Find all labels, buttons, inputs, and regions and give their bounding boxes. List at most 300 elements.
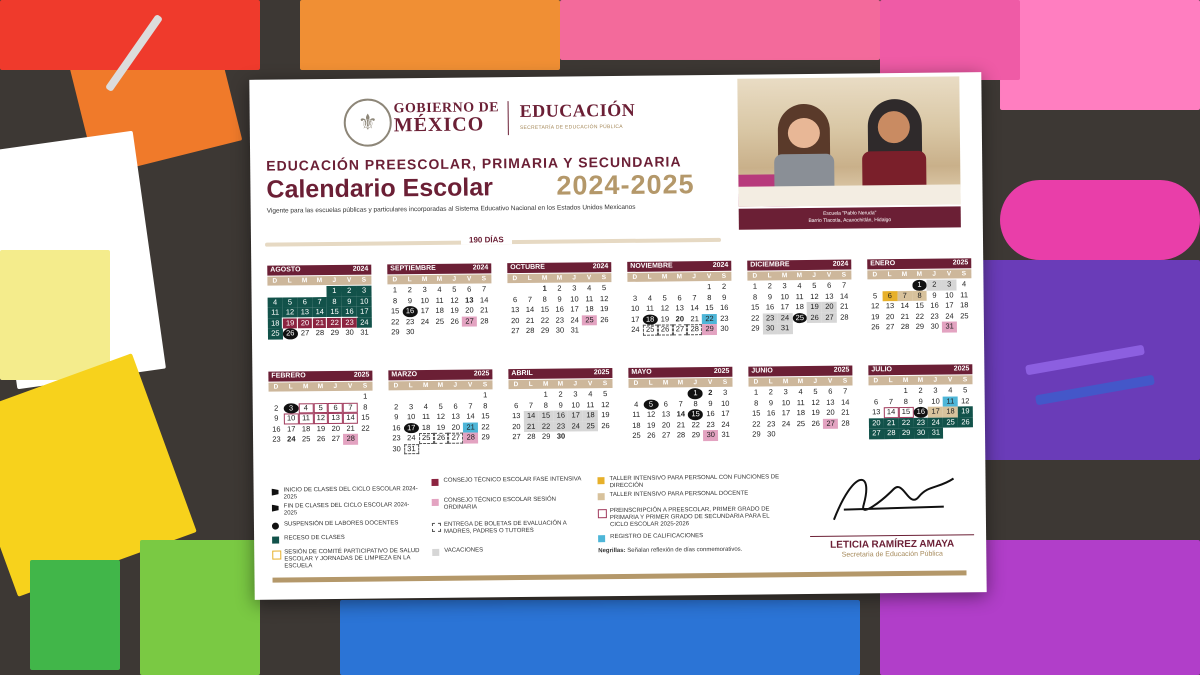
logo-divider bbox=[508, 101, 509, 135]
day-cell: 9 bbox=[558, 400, 563, 410]
weekday-label: L bbox=[767, 272, 772, 280]
day-cell: 19 bbox=[283, 318, 298, 329]
day-grid bbox=[749, 387, 854, 441]
weekday-label: M bbox=[782, 378, 789, 386]
month-header bbox=[627, 261, 731, 272]
day-cell: 9 bbox=[274, 413, 279, 423]
day-cell: 31 bbox=[778, 323, 793, 334]
day-cell: 18 bbox=[583, 410, 598, 421]
day-cell: 29 bbox=[702, 324, 717, 335]
weekday-row bbox=[868, 375, 972, 385]
legend-note bbox=[598, 546, 798, 555]
day-cell: 29 bbox=[915, 321, 925, 331]
legend-text: TALLER INTENSIVO PARA PERSONAL CON FUNCIONES DE DIRECCIÓN bbox=[609, 474, 780, 490]
day-grid bbox=[269, 392, 374, 446]
day-cell: 7 bbox=[481, 284, 487, 294]
weekday-label: L bbox=[528, 380, 533, 388]
month-year: 2025 bbox=[713, 367, 730, 375]
weekday-label: M bbox=[556, 274, 563, 282]
day-cell: 10 bbox=[780, 291, 789, 301]
day-cell: 12 bbox=[283, 307, 298, 318]
weekday-label: V bbox=[827, 377, 833, 385]
weekday-label: S bbox=[841, 271, 847, 279]
day-cell: 10 bbox=[945, 289, 954, 300]
day-cell: 30 bbox=[392, 443, 401, 453]
day-cell: 9 bbox=[342, 296, 357, 307]
day-cell: 6 bbox=[297, 297, 312, 308]
day-cell: 7 bbox=[468, 401, 473, 411]
day-cell: 7 bbox=[888, 396, 894, 406]
day-cell: 28 bbox=[687, 324, 702, 335]
legend-swatch bbox=[272, 551, 281, 560]
day-cell: 27 bbox=[462, 316, 477, 327]
day-cell: 4 bbox=[423, 401, 428, 411]
day-cell: 15 bbox=[540, 304, 550, 314]
day-cell: 26 bbox=[316, 434, 326, 444]
weekday-label: V bbox=[947, 376, 953, 384]
day-cell: 17 bbox=[420, 305, 430, 316]
day-cell: 13 bbox=[451, 411, 460, 421]
day-cell: 19 bbox=[660, 313, 670, 324]
day-cell: 13 bbox=[512, 411, 521, 421]
month-year: 2024 bbox=[352, 265, 369, 273]
day-cell: 30 bbox=[405, 327, 415, 337]
day-cell: 20 bbox=[512, 421, 521, 431]
day-cell: 5 bbox=[438, 401, 443, 411]
legend-swatch bbox=[272, 537, 279, 544]
month-name: FEBRERO bbox=[271, 372, 306, 380]
day-cell: 12 bbox=[599, 293, 609, 303]
day-cell: 13 bbox=[661, 409, 671, 419]
day-cell: 14 bbox=[690, 303, 699, 313]
day-cell: 2 bbox=[918, 385, 923, 395]
day-cell: 21 bbox=[884, 418, 899, 429]
weekday-label: L bbox=[888, 377, 893, 385]
day-cell: 27 bbox=[331, 433, 341, 444]
day-cell: 2 bbox=[394, 401, 399, 411]
day-cell: 20 bbox=[869, 418, 884, 429]
day-cell: 22 bbox=[691, 419, 700, 429]
day-cell: 16 bbox=[766, 408, 776, 418]
day-cell: 30 bbox=[703, 430, 718, 441]
day-cell: 25 bbox=[419, 433, 434, 444]
day-cell: 15 bbox=[327, 307, 342, 318]
weekday-label: M bbox=[916, 270, 923, 278]
day-cell: 16 bbox=[403, 306, 418, 317]
day-cell: 7 bbox=[841, 280, 847, 290]
day-cell: 6 bbox=[328, 402, 343, 413]
day-cell: 17 bbox=[780, 302, 790, 312]
day-cell: 25 bbox=[943, 417, 958, 428]
day-cell: 24 bbox=[570, 314, 579, 324]
weekday-label: L bbox=[407, 276, 412, 284]
weekday-label: J bbox=[813, 377, 818, 385]
day-cell: 2 bbox=[557, 283, 562, 293]
day-cell: 28 bbox=[884, 428, 899, 439]
month-year: 2025 bbox=[473, 370, 490, 378]
weekday-label: S bbox=[602, 380, 608, 388]
day-cell: 20 bbox=[465, 305, 474, 315]
day-cell: 21 bbox=[900, 311, 910, 321]
weekday-label: S bbox=[482, 381, 488, 389]
gov-line1: GOBIERNO DE bbox=[393, 100, 500, 117]
legend-swatch bbox=[432, 523, 441, 532]
day-cell: 27 bbox=[823, 418, 838, 429]
day-cell: 18 bbox=[796, 408, 806, 418]
day-cell: 19 bbox=[646, 420, 656, 430]
day-cell: 4 bbox=[268, 297, 283, 308]
weekday-label: D bbox=[392, 276, 398, 284]
weekday-label: J bbox=[452, 275, 457, 283]
classroom-photo bbox=[737, 76, 960, 206]
day-cell: 23 bbox=[930, 311, 939, 321]
day-cell: 1 bbox=[363, 391, 368, 401]
weekday-label: V bbox=[587, 380, 593, 388]
weekday-label: M bbox=[302, 383, 309, 391]
month-name: JUNIO bbox=[751, 367, 773, 375]
weekday-row bbox=[388, 380, 492, 390]
legend-note-text: Señalan reflexión de días conmemorativos. bbox=[627, 546, 743, 554]
day-cell: 1 bbox=[707, 282, 712, 292]
weekday-label: L bbox=[408, 382, 413, 390]
day-cell: 13 bbox=[826, 397, 835, 407]
day-cell: 10 bbox=[284, 413, 299, 424]
day-cell: 7 bbox=[897, 290, 912, 301]
ministry-name: EDUCACIÓN bbox=[519, 99, 636, 122]
day-cell: 11 bbox=[435, 295, 444, 305]
day-cell: 20 bbox=[331, 423, 341, 433]
day-cell: 9 bbox=[768, 397, 774, 407]
day-cell: 22 bbox=[481, 421, 490, 431]
day-cell: 27 bbox=[869, 428, 884, 439]
day-cell: 16 bbox=[392, 422, 401, 432]
day-cell: 2 bbox=[721, 281, 727, 291]
day-cell: 2 bbox=[342, 286, 357, 297]
day-cell: 17 bbox=[286, 423, 296, 433]
day-cell: 17 bbox=[568, 410, 583, 421]
legend-note-bold: Negrillas: bbox=[598, 547, 626, 555]
day-cell: 19 bbox=[811, 407, 820, 417]
day-cell: 3 bbox=[632, 293, 638, 303]
day-cell: 21 bbox=[463, 422, 478, 433]
month-year: 2024 bbox=[472, 264, 489, 272]
legend-swatch bbox=[431, 479, 438, 486]
day-cell: 11 bbox=[585, 293, 594, 303]
month-febrero bbox=[268, 371, 373, 446]
day-cell: 29 bbox=[540, 325, 550, 335]
day-cell: 10 bbox=[406, 412, 416, 422]
weekday-label: V bbox=[346, 276, 352, 284]
day-cell: 1 bbox=[543, 389, 548, 399]
day-cell: 8 bbox=[483, 400, 488, 410]
day-cell: 30 bbox=[555, 325, 565, 335]
day-cell: 31 bbox=[942, 321, 957, 332]
weekday-label: L bbox=[768, 378, 773, 386]
month-marzo bbox=[388, 369, 493, 454]
day-cell: 1 bbox=[542, 283, 547, 293]
day-cell: 17 bbox=[928, 407, 943, 418]
weekday-label: M bbox=[316, 277, 323, 285]
day-cell: 31 bbox=[404, 444, 419, 455]
day-cell: 20 bbox=[822, 302, 837, 313]
weekday-label: J bbox=[573, 380, 578, 388]
day-cell: 14 bbox=[466, 411, 475, 421]
month-enero bbox=[867, 258, 972, 333]
weekday-label: D bbox=[273, 383, 279, 391]
day-cell: 8 bbox=[752, 292, 758, 302]
day-cell: 31 bbox=[360, 327, 369, 337]
day-cell: 16 bbox=[930, 300, 939, 310]
day-cell: 18 bbox=[643, 314, 658, 325]
month-year: 2025 bbox=[952, 259, 969, 267]
day-cell: 27 bbox=[672, 324, 687, 335]
day-cell: 8 bbox=[912, 290, 927, 301]
day-cell: 11 bbox=[632, 409, 641, 419]
day-grid bbox=[389, 390, 494, 454]
day-cell: 23 bbox=[706, 419, 715, 429]
day-cell: 13 bbox=[465, 295, 474, 305]
day-cell: 29 bbox=[899, 428, 914, 439]
day-cell: 28 bbox=[840, 312, 849, 322]
day-cell: 28 bbox=[900, 321, 910, 332]
month-header bbox=[267, 265, 371, 276]
month-septiembre bbox=[387, 263, 492, 338]
day-cell: 10 bbox=[721, 398, 730, 408]
day-cell: 22 bbox=[915, 311, 925, 321]
day-cell: 18 bbox=[632, 420, 641, 430]
day-cell: 5 bbox=[603, 389, 608, 399]
day-cell: 4 bbox=[948, 385, 953, 395]
weekday-label: D bbox=[872, 271, 878, 279]
weekday-label: M bbox=[557, 380, 564, 388]
day-cell: 7 bbox=[843, 386, 848, 396]
day-cell: 13 bbox=[510, 305, 520, 315]
day-cell: 23 bbox=[272, 434, 281, 444]
month-header bbox=[747, 260, 851, 271]
day-cell: 2 bbox=[767, 281, 772, 291]
month-noviembre bbox=[627, 261, 732, 336]
day-grid bbox=[267, 286, 372, 340]
day-cell: 17 bbox=[404, 423, 419, 434]
legend-item bbox=[272, 520, 422, 529]
day-cell: 13 bbox=[825, 291, 834, 301]
day-cell: 30 bbox=[720, 323, 729, 333]
day-cell: 6 bbox=[453, 401, 458, 411]
day-cell: 16 bbox=[272, 424, 281, 434]
day-cell: 30 bbox=[556, 431, 566, 441]
weekday-label: D bbox=[752, 272, 758, 280]
day-cell: 18 bbox=[943, 406, 958, 417]
day-cell: 8 bbox=[542, 294, 547, 304]
legend-item bbox=[431, 476, 581, 485]
day-cell: 4 bbox=[588, 389, 593, 399]
photo-caption-place: Barrio Tlacotla, Acaxochitlán, Hidalgo bbox=[808, 217, 892, 224]
legend-item bbox=[598, 532, 788, 541]
month-header bbox=[387, 263, 491, 274]
day-cell: 3 bbox=[933, 385, 938, 395]
day-cell: 3 bbox=[723, 387, 728, 397]
day-cell: 21 bbox=[346, 423, 355, 433]
month-name: JULIO bbox=[871, 366, 893, 374]
legend-item bbox=[598, 506, 788, 529]
day-cell: 7 bbox=[343, 402, 358, 413]
day-cell: 10 bbox=[931, 396, 940, 406]
day-grid bbox=[627, 282, 732, 336]
weekday-label: S bbox=[362, 382, 368, 390]
month-junio bbox=[748, 366, 853, 441]
day-cell: 10 bbox=[781, 397, 791, 407]
day-cell: 26 bbox=[647, 430, 656, 440]
day-cell: 3 bbox=[572, 283, 577, 293]
government-logo bbox=[393, 99, 500, 137]
month-agosto bbox=[267, 265, 372, 340]
day-cell: 22 bbox=[539, 421, 554, 432]
day-cell: 5 bbox=[812, 280, 817, 290]
weekday-label: D bbox=[393, 382, 399, 390]
day-cell: 5 bbox=[282, 297, 297, 308]
day-cell: 6 bbox=[663, 398, 668, 409]
day-cell: 15 bbox=[705, 302, 714, 313]
day-cell: 5 bbox=[452, 284, 457, 294]
day-cell: 31 bbox=[928, 428, 943, 439]
month-header bbox=[628, 367, 732, 378]
legend-text: CONSEJO TÉCNICO ESCOLAR FASE INTENSIVA bbox=[443, 476, 582, 484]
day-cell: 16 bbox=[553, 411, 568, 422]
month-name: NOVIEMBRE bbox=[630, 262, 673, 270]
day-cell: 9 bbox=[407, 295, 413, 305]
weekday-label: L bbox=[887, 271, 892, 279]
weekday-label: M bbox=[676, 273, 683, 281]
weekday-label: S bbox=[601, 274, 607, 282]
day-cell: 4 bbox=[633, 399, 639, 409]
signatory-role: Secretaria de Educación Pública bbox=[841, 550, 943, 559]
day-cell: 28 bbox=[315, 328, 325, 338]
photo-caption bbox=[739, 206, 961, 229]
day-cell: 14 bbox=[524, 411, 539, 422]
day-cell: 7 bbox=[527, 294, 533, 304]
month-year: 2025 bbox=[593, 369, 610, 377]
day-cell: 12 bbox=[811, 397, 820, 407]
legend-item bbox=[272, 534, 422, 543]
day-cell: 28 bbox=[480, 315, 489, 325]
day-cell: 6 bbox=[873, 396, 879, 406]
weekday-label: V bbox=[706, 273, 712, 281]
day-grid bbox=[387, 284, 492, 338]
day-cell: 12 bbox=[810, 291, 819, 301]
day-cell: 15 bbox=[688, 409, 703, 420]
day-cell: 4 bbox=[647, 293, 653, 303]
day-cell: 15 bbox=[538, 411, 553, 422]
day-cell: 14 bbox=[884, 407, 899, 418]
day-cell: 23 bbox=[913, 417, 928, 428]
day-cell: 9 bbox=[557, 294, 562, 304]
weekday-label: S bbox=[962, 376, 968, 384]
signatory-name: LETICIA RAMÍREZ AMAYA bbox=[830, 538, 955, 551]
legend-swatch bbox=[432, 499, 439, 506]
day-cell: 18 bbox=[795, 302, 804, 312]
day-cell: 27 bbox=[661, 430, 671, 440]
day-cell: 24 bbox=[781, 418, 791, 428]
day-cell: 19 bbox=[450, 305, 459, 315]
day-cell: 27 bbox=[822, 312, 837, 323]
day-cell: 18 bbox=[421, 422, 431, 432]
weekday-label: M bbox=[902, 376, 909, 385]
weekday-label: S bbox=[361, 276, 367, 284]
weekday-label: J bbox=[572, 274, 577, 282]
weekday-label: S bbox=[961, 270, 967, 278]
day-cell: 14 bbox=[841, 397, 850, 407]
day-cell: 8 bbox=[707, 292, 712, 302]
weekday-label: J bbox=[453, 381, 458, 389]
weekday-label: L bbox=[527, 274, 532, 282]
weekday-label: J bbox=[933, 376, 938, 384]
weekday-row bbox=[508, 379, 612, 389]
day-cell: 19 bbox=[601, 410, 610, 420]
day-cell: 5 bbox=[313, 403, 328, 414]
day-cell: 26 bbox=[658, 324, 673, 335]
weekday-label: M bbox=[781, 272, 788, 280]
day-cell: 28 bbox=[463, 432, 478, 443]
weekday-label: S bbox=[481, 275, 487, 283]
day-cell: 3 bbox=[422, 285, 427, 295]
day-cell: 8 bbox=[543, 400, 548, 410]
day-cell: 13 bbox=[328, 413, 343, 424]
weekday-label: V bbox=[826, 271, 832, 279]
day-cell: 23 bbox=[763, 313, 778, 324]
legend-swatch bbox=[598, 535, 605, 542]
weekday-label: V bbox=[707, 379, 713, 387]
day-cell: 28 bbox=[841, 418, 850, 428]
day-cell: 15 bbox=[750, 302, 760, 312]
day-cell: 13 bbox=[675, 303, 684, 313]
legend-text: CONSEJO TÉCNICO ESCOLAR SESIÓN ORDINARIA bbox=[443, 496, 556, 511]
day-cell: 25 bbox=[960, 310, 969, 320]
day-cell: 12 bbox=[660, 303, 670, 313]
day-cell: 6 bbox=[828, 386, 833, 396]
day-cell: 14 bbox=[312, 307, 327, 318]
day-cell: 20 bbox=[675, 313, 685, 323]
education-levels: EDUCACIÓN PREESCOLAR, PRIMARIA Y SECUNDARIA bbox=[266, 153, 682, 174]
day-cell: 23 bbox=[392, 433, 401, 443]
day-cell: 23 bbox=[766, 418, 776, 428]
month-year: 2024 bbox=[832, 260, 849, 268]
day-cell: 27 bbox=[511, 326, 520, 336]
calendar-sheet bbox=[249, 72, 986, 600]
weekday-label: V bbox=[586, 274, 592, 282]
photo-caption-school: Escuela "Pablo Neruda" bbox=[823, 210, 877, 217]
day-cell: 4 bbox=[587, 283, 592, 293]
day-cell: 15 bbox=[481, 411, 490, 421]
day-cell: 26 bbox=[871, 322, 880, 332]
day-cell: 3 bbox=[408, 401, 414, 411]
month-header bbox=[507, 262, 611, 273]
weekday-label: V bbox=[466, 275, 472, 283]
weekday-label: J bbox=[333, 382, 338, 390]
day-cell: 4 bbox=[798, 387, 803, 397]
day-cell: 1 bbox=[392, 285, 398, 295]
day-cell: 30 bbox=[914, 428, 929, 439]
day-cell: 19 bbox=[316, 423, 326, 433]
day-cell: 26 bbox=[601, 420, 610, 430]
legend-text: TALLER INTENSIVO PARA PERSONAL DOCENTE bbox=[609, 490, 749, 499]
day-cell: 11 bbox=[268, 308, 283, 319]
day-cell: 20 bbox=[885, 311, 895, 321]
weekday-label: D bbox=[272, 277, 278, 285]
weekday-label: J bbox=[332, 276, 337, 284]
day-cell: 19 bbox=[807, 302, 822, 313]
day-cell: 24 bbox=[420, 316, 430, 326]
ministry-subtitle: SECRETARÍA DE EDUCACIÓN PÚBLICA bbox=[519, 123, 623, 132]
